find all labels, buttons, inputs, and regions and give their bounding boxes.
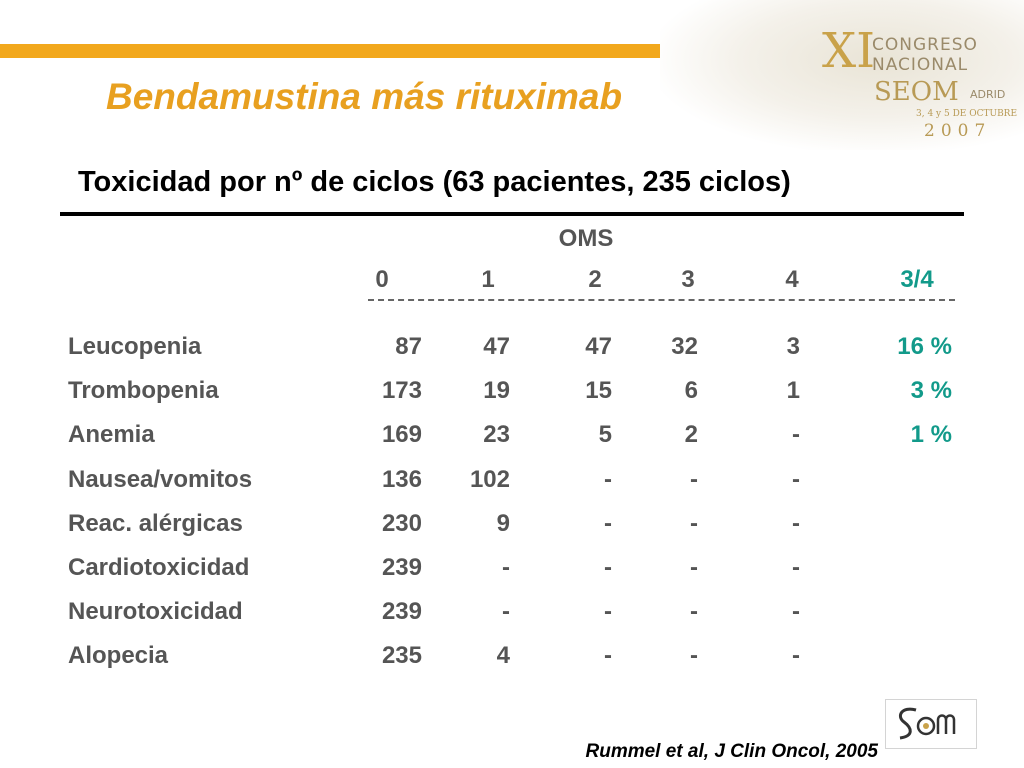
table-cell: 32 xyxy=(671,333,698,360)
table-cell: - xyxy=(690,554,698,581)
table-cell: 102 xyxy=(469,466,510,493)
table-cell: - xyxy=(690,598,698,625)
logo-numeral: XI xyxy=(822,23,876,79)
table-cell: - xyxy=(792,642,800,669)
table-cell: 4 xyxy=(496,642,510,669)
table-cell: 16 % xyxy=(897,333,952,360)
logo-year: 2007 xyxy=(924,121,992,141)
table-cell: 239 xyxy=(381,598,422,625)
table-cell: 23 xyxy=(483,421,510,448)
row-label: Cardiotoxicidad xyxy=(68,554,250,581)
table-cell: 3 % xyxy=(910,377,952,404)
table-cell: 239 xyxy=(381,554,422,581)
slide-title: Bendamustina más rituximab xyxy=(106,76,623,117)
table-cell: 6 xyxy=(684,377,698,404)
column-header: 2 xyxy=(588,266,602,293)
logo-dates: 3, 4 y 5 DE OCTUBRE xyxy=(916,109,1018,119)
table-cell: - xyxy=(690,466,698,493)
table-cell: - xyxy=(690,510,698,537)
table-cell: - xyxy=(604,510,612,537)
row-label: Alopecia xyxy=(68,642,169,669)
table-cell: - xyxy=(792,466,800,493)
row-label: Trombopenia xyxy=(68,377,219,404)
table-cell: 136 xyxy=(381,466,422,493)
table-cell: - xyxy=(792,598,800,625)
table-cell: 2 xyxy=(684,421,698,448)
table-cell: - xyxy=(604,642,612,669)
column-header: 4 xyxy=(785,266,799,293)
table-cell: 47 xyxy=(483,333,510,360)
column-header: 0 xyxy=(375,266,389,293)
table-cell: - xyxy=(604,598,612,625)
header-dashed-divider xyxy=(368,299,955,301)
table-cell: - xyxy=(792,554,800,581)
table-cell: 47 xyxy=(585,333,612,360)
table-cell: 169 xyxy=(381,421,422,448)
table-cell: 15 xyxy=(585,377,612,404)
row-label: Leucopenia xyxy=(68,333,202,360)
table-cell: 173 xyxy=(381,377,422,404)
column-header: 3 xyxy=(681,266,695,293)
table-cell: 1 % xyxy=(910,421,952,448)
table-cell: 3 xyxy=(786,333,800,360)
column-header: 1 xyxy=(481,266,495,293)
title-divider xyxy=(60,212,964,216)
table-cell: 5 xyxy=(598,421,612,448)
table-cell: 87 xyxy=(395,333,422,360)
table-cell: - xyxy=(792,421,800,448)
seom-logo-mark-icon xyxy=(886,700,976,748)
table-cell: - xyxy=(792,510,800,537)
table-cell: 9 xyxy=(496,510,510,537)
table-group-header: OMS xyxy=(558,225,614,252)
logo-org: SEOM xyxy=(874,77,959,107)
table-cell: 235 xyxy=(381,642,422,669)
header-accent-bar xyxy=(0,44,695,58)
table-cell: 230 xyxy=(381,510,422,537)
subtitle: Toxicidad por nº de ciclos (63 pacientes, 235 ciclos) xyxy=(78,166,791,198)
table-cell: - xyxy=(604,554,612,581)
row-label: Nausea/vomitos xyxy=(68,466,253,493)
citation: Rummel et al, J Clin Oncol, 2005 xyxy=(585,741,878,762)
logo-line1: CONGRESO xyxy=(872,35,978,55)
logo-city: ADRID xyxy=(970,88,1006,101)
column-header: 3/4 xyxy=(900,266,934,293)
table-cell: - xyxy=(502,554,510,581)
row-label: Neurotoxicidad xyxy=(68,598,243,625)
table-cell: 19 xyxy=(483,377,510,404)
table-cell: - xyxy=(690,642,698,669)
seom-logo xyxy=(885,699,977,749)
row-label: Anemia xyxy=(68,421,155,448)
table-cell: - xyxy=(604,466,612,493)
table-cell: 1 xyxy=(786,377,800,404)
congress-logo xyxy=(820,22,1020,142)
logo-line2: NACIONAL xyxy=(872,55,969,75)
table-cell: - xyxy=(502,598,510,625)
row-label: Reac. alérgicas xyxy=(68,510,243,537)
